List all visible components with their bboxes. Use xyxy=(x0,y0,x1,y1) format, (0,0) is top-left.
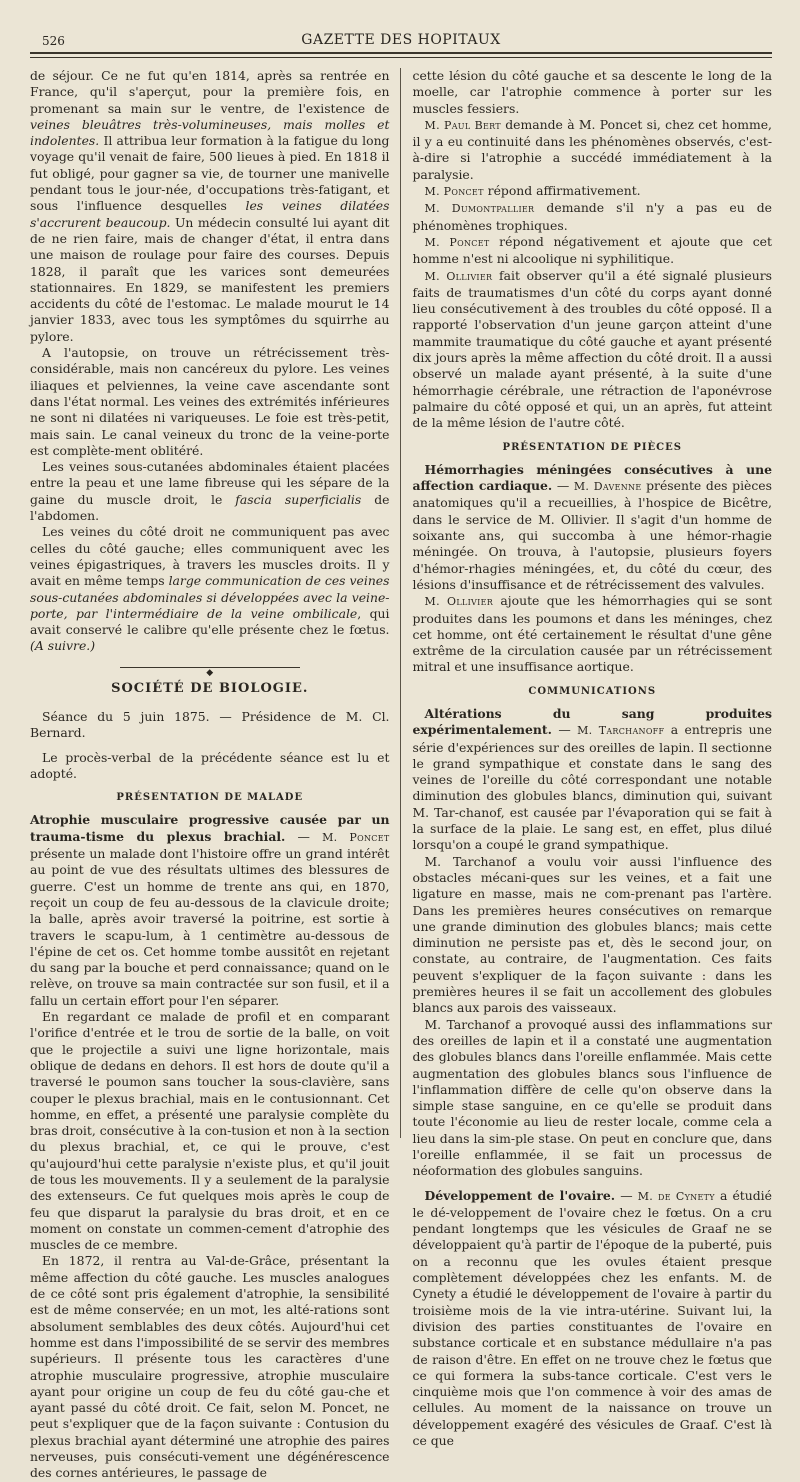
speaker-name: M. Poncet xyxy=(424,235,490,249)
proces-verbal-line: Le procès-verbal de la précédente séance est lu et adopté. xyxy=(30,749,390,781)
speaker-name: M. Dumontpallier xyxy=(424,202,535,216)
page-number: 526 xyxy=(42,34,65,48)
speaker-name: M. Ollivier xyxy=(424,269,493,283)
speaker-name: M. Ollivier xyxy=(424,595,494,609)
section-separator: ◆ xyxy=(30,663,390,671)
italic-run: les veines dilatées s'accrurent beaucoup. xyxy=(30,198,390,230)
subhead-presentation-pieces: PRÉSENTATION DE PIÈCES xyxy=(502,441,682,453)
article-paragraph: M. Tarchanof a provoqué aussi des inflammations sur des oreilles de lapin et il a constaté une augmentation des globules blancs dans l'oreille enflammée. Mais cette augmentation des globules blancs sous l'influence de l'inflammation diffère de celle qu'on observe dans la simple stase sanguine, en ce qu'elle se produit dans toute l'économie au lieu de rester locale, comme cela a lieu dans la sim-ple stase. On peut en conclure que, dans l'oreille enflammée, il se fait un processus de néoformation des globules sanguins. xyxy=(412,1016,772,1179)
article-title: Altérations du sang produites expérimentalement. xyxy=(412,705,772,738)
discussion-poncet-2 xyxy=(413,234,773,268)
discussion-text: demande à M. Poncet si, chez cet homme, il y a eu continuité dans les phénomènes observés, c'est-à-dire si l'atrophie a succédé immédiatement à la paralysie. xyxy=(412,116,772,182)
publication-title: GAZETTE DES HOPITAUX xyxy=(301,32,501,48)
discussion-dumontpallier xyxy=(413,200,773,234)
article-text: présente des pièces anatomiques qu'il a recueillies, à l'hospice de Bicêtre, dans le service de M. Ollivier. Il s'agit d'un homme de soixante ans, qui succomba à une hémor-rhagie méningée. On trouva, à l'autopsie, plusieurs foyers d'hémor-rhagies méningées, et, du côté du cœur, des lésions d'insuffisance et de rétrécissement des valvules. xyxy=(412,478,772,592)
discussion-text: demande s'il n'y a pas eu de phénomènes trophiques. xyxy=(412,200,773,233)
article-hemorrhagies: Hémorrhagies méningées consécutives à une affection cardiaque. — M. Davenne présente des pièces anatomiques qu'il a recueillies, à l'hospice de Bicêtre, dans le service de M. Ollivier. Il s'agit d'un homme de soixante ans, qui succomba à une hémor-rhagie méningée. On trouva, à l'autopsie, plusieurs foyers d'hémor-rhagies méningées, et, du côté du cœur, des lésions d'insuffisance et de rétrécissement des valvules. xyxy=(412,461,772,592)
continued-paragraph xyxy=(30,68,390,345)
discussion-text: répond négativement et ajoute que cet homme n'est ni alcoolique ni syphilitique. xyxy=(412,233,772,267)
left-column xyxy=(30,68,400,1481)
article-alterations: Altérations du sang produites expérimentalement. — M. Tarchanoff a entrepris une série d'expériences sur des oreilles de lapin. Il sectionne le grand sympathique et constate dans le sang des veines de l'oreille du côté correspondant une notable diminution des globules blancs, diminution qui, suivant M. Tar-chanof, est causée par l'évaporation qui se fait à la surface de la plaie. Le sang est, en effet, plus dilué lorsqu'on a coupé le grand sympathique. xyxy=(412,705,772,853)
right-column xyxy=(400,68,773,1449)
article-ollivier xyxy=(413,593,773,675)
subhead-communications: COMMUNICATIONS xyxy=(528,685,657,697)
discussion-poncet xyxy=(413,183,773,200)
seance-line: Séance du 5 juin 1875. — Présidence de M. Cl. Bernard. xyxy=(30,708,390,741)
italic-run: large communication de ces veines sous-cutanées abdominales si développées avec la veine-porte, par l'intermédiaire de la veine ombilicale xyxy=(30,573,390,621)
speaker-name: M. Tarchanoff xyxy=(577,724,665,738)
article-title: Développement de l'ovaire. xyxy=(424,1187,616,1203)
article-text: a entrepris une série d'expériences sur des oreilles de lapin. Il sectionne le grand sympathique et constate dans le sang des veines de l'oreille du côté correspondant une notable diminution des globules blancs, diminution qui, suivant M. Tar-chanof, est causée par l'évaporation qui se fait à la surface de la plaie. Le sang est, en effet, plus dilué lorsqu'on a coupé le grand sympathique. xyxy=(412,722,772,853)
article-title: Atrophie musculaire progressive causée par un trauma-tisme du plexus brachial. xyxy=(30,812,390,844)
text-run: Les veines sous-cutanées abdominales étaient placées entre la peau et une lame fibreuse qui les sépare de la gaine du muscle droit, le xyxy=(30,459,390,507)
speaker-name: M. Davenne xyxy=(573,480,642,494)
columns xyxy=(30,68,773,1481)
italic-run: fascia superficialis xyxy=(235,491,362,507)
article-text: ajoute que les hémorrhagies qui se sont produites dans les poumons et dans les méninges, chez cet homme, ont été certainement le résultat d'une gêne extrême de la circulation causée par un rétrécissement mitral et une insuffisance aortique. xyxy=(412,593,772,675)
speaker-name: M. Poncet xyxy=(424,185,484,199)
text-run: Il attribua leur formation à la fatigue du long voyage qu'il venait de faire, 500 lieues à pied. En 1818 il fut obligé, pour gagner sa vie, de tourner une manivelle pendant tous le jour-née, d'occupations très-fatigant, et sous l'influence desquelles xyxy=(30,133,390,214)
discussion-text: répond affirmativement. xyxy=(483,183,641,199)
article-paragraph: En 1872, il rentra au Val-de-Grâce, présentant la même affection du côté gauche. Les muscles analogues de ce côté sont pris également d'atrophie, la sensibilité est de même conservée; en un mot, les alté-rations sont absolument semblables des deux côtés. Aujourd'hui cet homme est dans l'impossibilité de se servir des membres supérieurs. Il présente tous les caractères d'une atrophie musculaire progressive, atrophie musculaire ayant pour origine un coup de feu du côté gau-che et ayant passé du côté droit. Ce fait, selon M. Poncet, ne peut s'expliquer que de la façon suivante : Contusion du plexus brachial ayant déterminé une atrophie des paires nerveuses, puis consécuti-vement une dégénérescence des cornes antérieures, le passage de xyxy=(30,1253,390,1481)
text-run: de séjour. Ce ne fut qu'en 1814, après sa rentrée en France, qu'il s'aperçut, pour la première fois, en promenant sa main sur le ventre, de l'existence de xyxy=(30,68,390,116)
article-text: présente un malade dont l'histoire offre un grand intérêt au point de vue des résultats ultimes des blessures de guerre. C'est un homme de trente ans qui, en 1870, reçoit un coup de feu au-dessous de la clavicule droite; la balle, après avoir traversé la poitrine, est sortie à travers le scapu-lum, à 1 centimètre au-dessous de l'épine de cet os. Cet homme tombe aussitôt en rejetant du sang par la bouche et perd connaissance; quand on le relève, on trouve sa main contractée sur son fusil, et il a fallu un certain effort pour l'en séparer. xyxy=(30,846,390,1008)
text-run: Un médecin consulté lui ayant dit de ne rien faire, mais de changer d'état, il entra dans une maison de roulage pour faire des courses. Depuis 1828, il paraît que les varices sont demeurées stationnaires. En 1829, se manifestent les premiers accidents du côté de l'estomac. Le malade mourut le 14 janvier 1833, avec tous les symptômes du squirrhe au pylore. xyxy=(30,214,390,344)
text-run: Les veines du côté droit ne communiquent pas avec celles du côté gauche; elles communiquent avec les veines épigastriques, à travers les muscles droits. Il y avait en même temps xyxy=(30,524,390,589)
subhead-presentation-malade: PRÉSENTATION DE MALADE xyxy=(116,792,304,804)
text-run: , qui avait conservé le calibre qu'elle présente chez le fœtus. xyxy=(30,605,390,638)
discussion-text: fait observer qu'il a été signalé plusieurs faits de traumatismes d'un côté du corps ayant donné lieu consécutivement à des troubles du côté opposé. Il a rapporté l'observation d'un jeune garçon atteint d'une mammite traumatique du côté gauche et ayant présenté dix jours après la même affection du côté droit. Il a aussi observé un malade ayant présenté, à la suite d'une hémorrhagie cérébrale, une rétraction de l'aponévrose palmaire du côté opposé et qui, un an après, fut atteint de la même lésion de l'autre côté. xyxy=(412,267,772,431)
discussion-paul-bert xyxy=(413,117,773,183)
speaker-name: M. Paul Bert xyxy=(424,118,501,132)
article-title: Hémorrhagies méningées consécutives à une affection cardiaque. xyxy=(412,461,772,494)
continued-paragraph: cette lésion du côté gauche et sa descente le long de la moelle, car l'atrophie commence à porter sur les muscles fessiers. xyxy=(412,68,772,116)
discussion-ollivier xyxy=(413,268,773,432)
page-header xyxy=(30,28,772,54)
article-text: a étudié le dé-veloppement de l'ovaire chez le fœtus. On a cru pendant longtemps que les vésicules de Graaf ne se développaient qu'à partir de l'époque de la puberté, puis on a reconnu que les ovules étaient presque complètement développées chez les enfants. M. de Cynety a étudié le développement de l'ovaire à partir du troisième mois de la vie intra-utérine. Suivant lui, la division des parties constituantes de l'ovaire en substance corticale et en substance médullaire n'a pas de raison d'être. En effet on ne trouve chez le fœtus que ce qui formera la subs-tance corticale. C'est vers le cinquième mois que l'on commence à voir des amas de cellules. Au moment de la naissance on trouve un développement exagéré des vésicules de Graaf. C'est là ce que xyxy=(412,1187,772,1449)
veins-paragraph xyxy=(30,459,390,524)
speaker-name: M. Poncet xyxy=(322,830,390,844)
communication-paragraph xyxy=(30,524,390,654)
speaker-name: M. de Cynety xyxy=(637,1189,715,1203)
article-paragraph: M. Tarchanof a voulu voir aussi l'influence des obstacles mécani-ques sur les veines, et a fait une ligature en masse, mais ne com-prenant pas l'artère. Dans les premières heures consécutives on remarque une grande diminution des globules blancs; mais cette diminution ne persiste pas et, dès le second jour, on constate, au contraire, de l'augmentation. Ces faits peuvent s'expliquer de la façon suivante : dans les premières heures il se fait un accollement des globules blancs aux parois des vaisseaux. xyxy=(412,853,772,1016)
article-ovaire: Développement de l'ovaire. — M. de Cynety a étudié le dé-veloppement de l'ovaire chez le fœtus. On a cru pendant longtemps que les vésicules de Graaf ne se développaient qu'à partir de l'époque de la puberté, puis on a reconnu que les ovules étaient presque complètement développées chez les enfants. M. de Cynety a étudié le développement de l'ovaire à partir du troisième mois de la vie intra-utérine. Suivant lui, la division des parties constituantes de l'ovaire en substance corticale et en substance médullaire n'a pas de raison d'être. En effet on ne trouve chez le fœtus que ce qui formera la subs-tance corticale. C'est vers le cinquième mois que l'on commence à voir des amas de cellules. Au moment de la naissance on trouve un développement exagéré des vésicules de Graaf. C'est là ce que xyxy=(412,1187,772,1449)
italic-run: (A suivre.) xyxy=(30,638,96,654)
section-title: SOCIÉTÉ DE BIOLOGIE. xyxy=(111,680,309,696)
article-paragraph: En regardant ce malade de profil et en comparant l'orifice d'entrée et le trou de sortie de la balle, on voit que le projectile a suivi une ligne horizontale, mais oblique de dedans en dehors. Il est hors de doute qu'il a traversé le poumon sans toucher la sous-clavière, sans couper le plexus brachial, mais en le contusionnant. Cet homme, en effet, a présenté une paralysie complète du bras droit, consécutive à la con-tusion et non à la section du plexus brachial, et, ce qui le prouve, c'est qu'aujourd'hui cette paralysie n'existe plus, et qu'il jouit de tous les mouvements. Il y a seulement de la paralysie des extenseurs. Ce fut quelques mois après le coup de feu que disparut la paralysie du bras droit, et en ce moment on constate un commen-cement d'atrophie des muscles de ce membre. xyxy=(30,1009,390,1253)
article-atrophie: Atrophie musculaire progressive causée par un trauma-tisme du plexus brachial. — M. Poncet présente un malade dont l'histoire offre un grand intérêt au point de vue des résultats ultimes des blessures de guerre. C'est un homme de trente ans qui, en 1870, reçoit un coup de feu au-dessous de la clavicule droite; la balle, après avoir traversé la poitrine, est sortie à travers le scapu-lum, à 1 centimètre au-dessous de l'épine de cet os. Cet homme tombe aussitôt en rejetant du sang par la bouche et perd connaissance; quand on le relève, on trouve sa main contractée sur son fusil, et il a fallu un certain effort pour l'en séparer. xyxy=(30,812,390,1008)
header-rule xyxy=(30,57,772,58)
italic-run: veines bleuâtres très-volumineuses, mais molles et indolentes. xyxy=(30,116,390,149)
text-run: de l'abdomen. xyxy=(30,491,390,524)
autopsy-paragraph: A l'autopsie, on trouve un rétrécissement très-considérable, mais non cancéreux du pylore. Les veines iliaques et pelviennes, la veine cave ascendante sont dans l'état normal. Les veines des extrémités inférieures ne sont ni dilatées ni variqueuses. Le foie est très-petit, mais sain. Le canal veineux du tronc de la veine-porte est complète-ment oblitéré. xyxy=(30,345,390,458)
